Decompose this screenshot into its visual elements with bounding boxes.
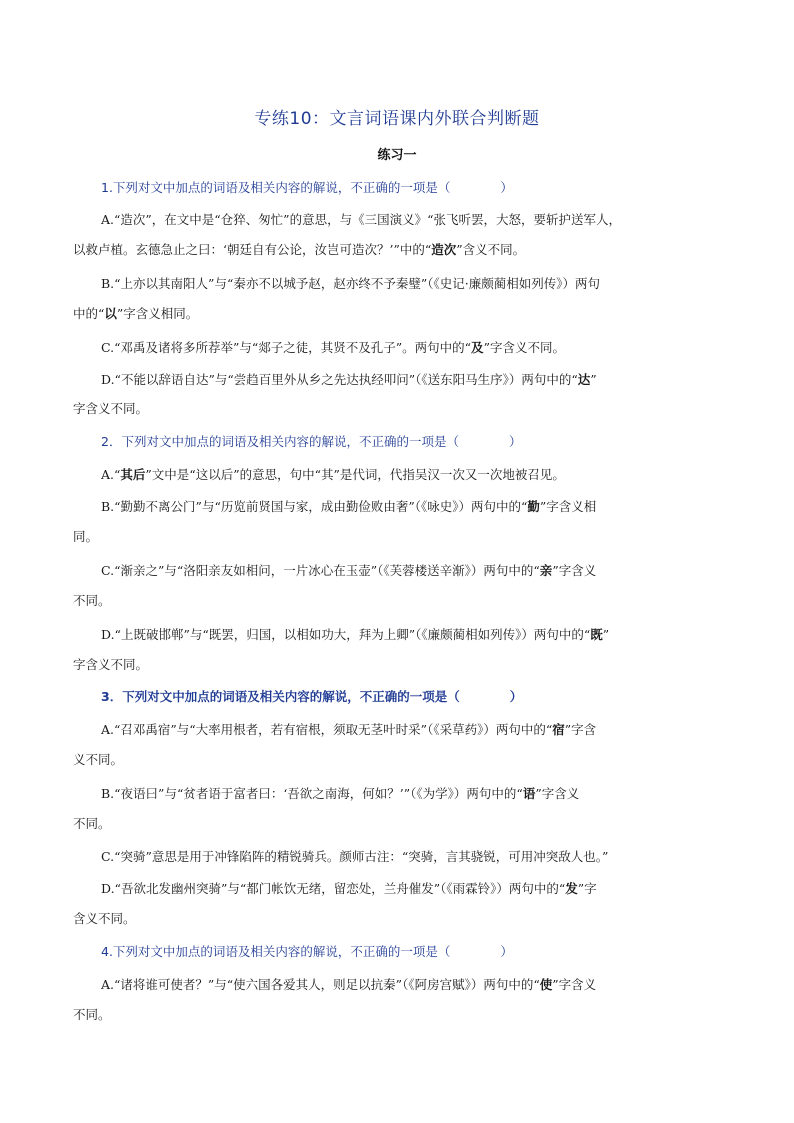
q2-option-a-line-1: A.“其后”文中是“这以后”的意思，句中“其”是代词，代指吴汉一次又一次地被召见。 xyxy=(101,467,565,482)
question-3-stem: 3．下列对文中加点的词语及相关内容的解说，不正确的一项是（ ） xyxy=(101,689,523,704)
q1-option-a-line-2: 以救卢植。玄德急止之曰：‘朝廷自有公论，汝岂可造次？’”中的“造次”含义不同。 xyxy=(73,242,526,257)
q3-option-d-line-1: D.“吾欲北发幽州突骑”与“都门帐饮无绪，留恋处，兰舟催发”（《雨霖铃》）两句中的“发”字 xyxy=(101,881,597,896)
q3-keyword: 语 xyxy=(522,786,536,801)
q3-option-b-line-1: B.“夜语曰”与“贫者语于富者曰：‘吾欲之南海，何如？’”（《为学》）两句中的“语”字含义 xyxy=(101,786,580,801)
q1-keyword: 以 xyxy=(104,306,117,321)
q2-keyword: 亲 xyxy=(539,563,553,578)
q3-option-a-line-2: 义不同。 xyxy=(73,752,124,767)
question-2-stem: 2．下列对文中加点的词语及相关内容的解说，不正确的一项是（ ） xyxy=(101,434,522,449)
q2-option-d-line-1: D.“上既破邯郸”与“既罢，归国，以相如功大，拜为上卿”（《廉颇蔺相如列传》）两句中的“既” xyxy=(101,627,610,642)
page-subtitle: 练习一 xyxy=(377,148,417,163)
q4-option-a-line-2: 不同。 xyxy=(73,1007,111,1022)
question-4-stem: 4.下列对文中加点的词语及相关内容的解说，不正确的一项是（ ） xyxy=(101,944,513,959)
q1-option-b-line-2: 中的“以”字含义相同。 xyxy=(73,306,199,321)
q2-keyword: 勤 xyxy=(527,499,540,514)
q2-keyword: 既 xyxy=(590,627,603,642)
q2-option-b-line-2: 同。 xyxy=(73,529,99,544)
page-title: 专练10：文言词语课内外联合判断题 xyxy=(254,109,540,129)
q1-option-a-line-1: A.“造次”，在文中是“仓猝、匆忙”的意思，与《三国演义》“张飞听罢，大怒，要斩护送军人， xyxy=(101,212,621,227)
q1-keyword: 造次 xyxy=(431,242,457,257)
q4-option-a-line-1: A.“诸将谁可使者？”与“使六国各爱其人，则足以抗秦”（《阿房宫赋》）两句中的“使”字含义 xyxy=(101,977,597,992)
q1-option-b-line-1: B.“上亦以其南阳人”与“秦亦不以城予赵，赵亦终不予秦璧”（《史记·廉颇蔺相如列传》）两句 xyxy=(101,276,600,291)
q2-option-d-line-2: 字含义不同。 xyxy=(73,657,149,672)
q1-keyword: 及 xyxy=(471,340,484,355)
q2-keyword: 其后 xyxy=(120,467,146,482)
q3-option-d-line-2: 含义不同。 xyxy=(73,911,136,926)
question-1-stem: 1.下列对文中加点的词语及相关内容的解说，不正确的一项是（ ） xyxy=(101,180,513,195)
q1-option-d-line-2: 字含义不同。 xyxy=(73,401,149,416)
q3-option-c-line-1: C.“突骑”意思是用于冲锋陷阵的精锐骑兵。颜师古注：“突骑，言其骁锐，可用冲突敌人也。” xyxy=(101,849,609,864)
q4-keyword: 使 xyxy=(539,977,553,992)
q3-option-b-line-2: 不同。 xyxy=(73,816,111,831)
q2-option-b-line-1: B.“勤勤不离公门”与“历览前贤国与家，成由勤俭败由奢”（《咏史》）两句中的“勤”字含义相 xyxy=(101,499,597,514)
q1-option-c-line-1: C.“邓禹及诸将多所荐举”与“郯子之徒，其贤不及孔子”。两句中的“及”字含义不同。 xyxy=(101,340,565,355)
q1-option-d-line-1: D.“不能以辞语自达”与“尝趋百里外从乡之先达执经叩问”（《送东阳马生序》）两句中的“达” xyxy=(101,372,597,387)
q2-option-c-line-1: C.“渐亲之”与“洛阳亲友如相问，一片冰心在玉壶”（《芙蓉楼送辛渐》）两句中的“亲”字含义 xyxy=(101,563,597,578)
q3-keyword: 宿 xyxy=(552,722,565,737)
q3-keyword: 发 xyxy=(565,881,578,896)
q1-keyword: 达 xyxy=(577,372,591,387)
q2-option-c-line-2: 不同。 xyxy=(73,593,111,608)
q3-option-a-line-1: A.“召邓禹宿”与“大率用根者，若有宿根，须取无茎叶时采”（《采草药》）两句中的“宿”字含 xyxy=(101,722,597,737)
